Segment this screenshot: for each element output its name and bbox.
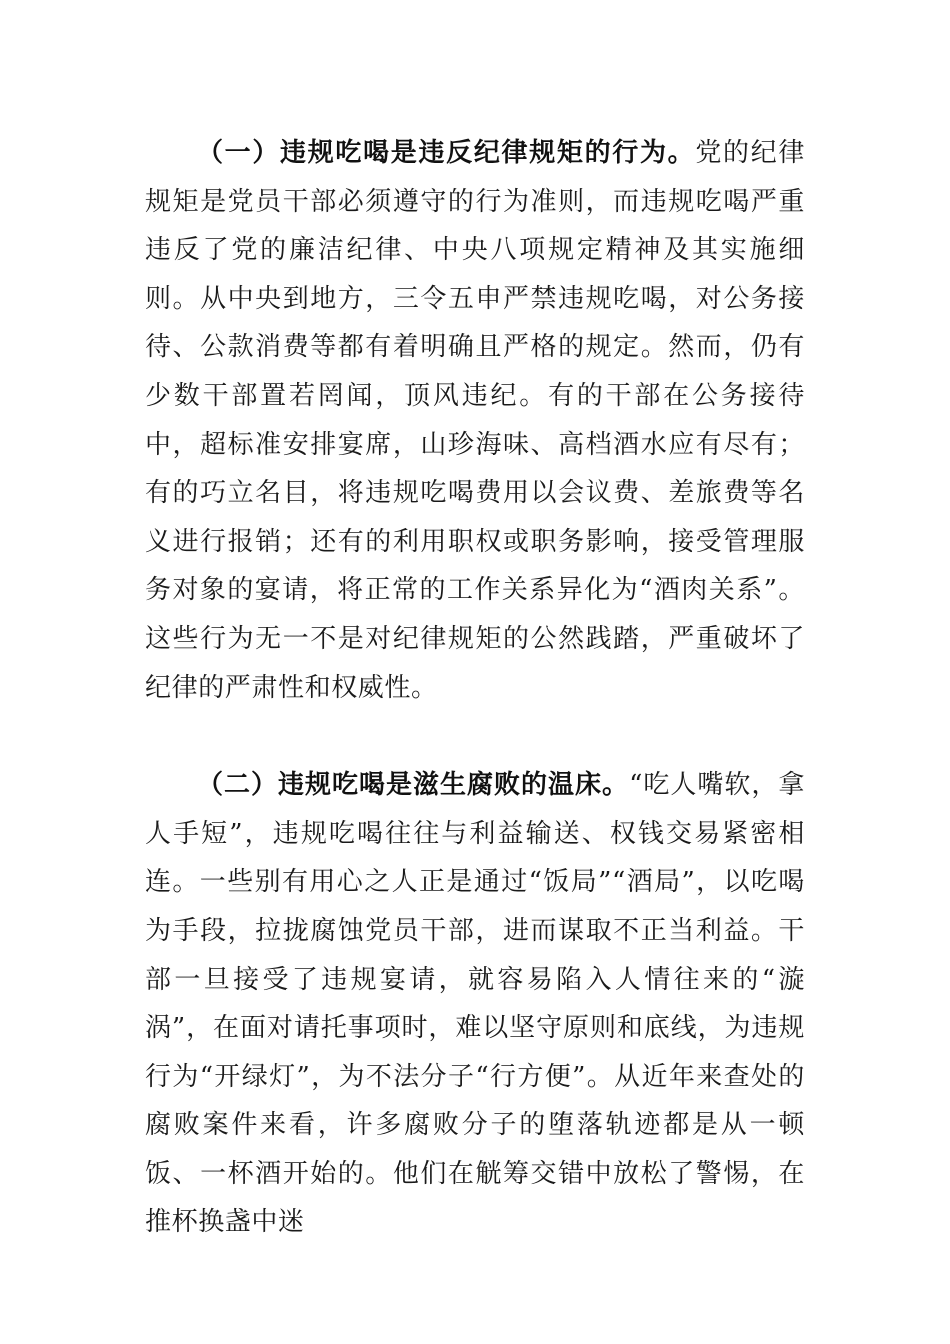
document-body [145, 129, 805, 1247]
paragraph-body-1: 党的纪律规矩是党员干部必须遵守的行为准则，而违规吃喝严重违反了党的廉洁纪律、中央八项规定精神及其实施细则。从中央到地方，三令五申严禁违规吃喝，对公务接待、公款消费等都有着明确且严格的规定。然而，仍有少数干部置若罔闻，顶风违纪。有的干部在公务接待中，超标准安排宴席，山珍海味、高档酒水应有尽有；有的巧立名目，将违规吃喝费用以会议费、差旅费等名义进行报销；还有的利用职权或职务影响，接受管理服务对象的宴请，将正常的工作关系异化为“酒肉关系”。这些行为无一不是对纪律规矩的公然践踏，严重破坏了纪律的严肃性和权威性。 [145, 138, 805, 703]
paragraph-body-2: “吃人嘴软，拿人手短”，违规吃喝往往与利益输送、权钱交易紧密相连。一些别有用心之人正是通过“饭局”“酒局”，以吃喝为手段，拉拢腐蚀党员干部，进而谋取不正当利益。干部一旦接受了违规宴请，就容易陷入人情往来的“漩涡”，在面对请托事项时，难以坚守原则和底线，为违规行为“开绿灯”，为不法分子“行方便”。从近年来查处的腐败案件来看，许多腐败分子的堕落轨迹都是从一顿饭、一杯酒开始的。他们在觥筹交错中放松了警惕，在推杯换盏中迷 [145, 770, 805, 1238]
section-heading-2: （二）违规吃喝是滋生腐败的温床。 [197, 770, 630, 801]
paragraph-corruption [145, 761, 805, 1247]
paragraph-discipline [145, 129, 805, 712]
section-heading-1: （一）违规吃喝是违反纪律规矩的行为。 [197, 138, 696, 168]
